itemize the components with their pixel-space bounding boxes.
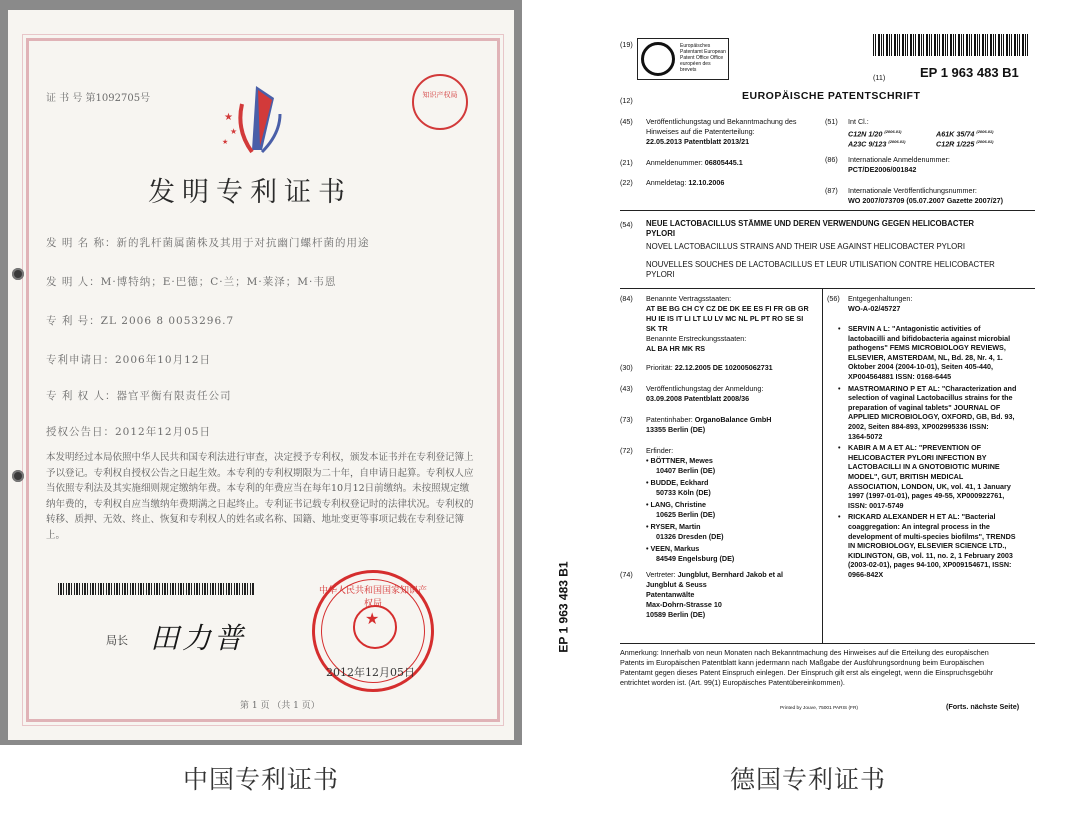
title-french: NOUVELLES SOUCHES DE LACTOBACILLUS ET LEUR UTILISATION CONTRE HELICOBACTER (646, 260, 995, 269)
divider (620, 643, 1035, 644)
field-code-74: (74) (620, 570, 633, 579)
field-code-21: (21) (620, 158, 633, 167)
bullet-icon: • (838, 443, 841, 453)
citation-line: pathogens" FEMS MICROBIOLOGY REVIEWS, (848, 343, 1006, 353)
svg-text:★: ★ (222, 139, 229, 146)
patent-office-emblem-icon (222, 80, 294, 158)
ipc-class: C12N 1/20 (848, 129, 883, 139)
citation-line: RICKARD ALEXANDER H ET AL: "Bacterial (848, 512, 996, 522)
chinese-certificate-scan (0, 0, 522, 745)
inventor-name (646, 478, 708, 488)
patentee-row: 专 利 权 人：器官平衡有限责任公司 (46, 390, 232, 402)
field-code-43: (43) (620, 384, 633, 393)
certificate-paper (8, 10, 514, 740)
note-line: Patentamt gegen dieses Patent Einspruch einlegen. Der Einspruch gilt erst als eingelegt, wenn die Einspruchsgebühr (620, 668, 994, 677)
bullet-icon: • (646, 500, 651, 509)
star-icon: ★ (365, 611, 380, 628)
publication-date-value: 03.09.2008 Patentblatt 2008/36 (646, 394, 750, 403)
inventor-name-text: BÖTTNER, Mewes (650, 456, 713, 465)
application-number-label: Anmeldenummer: (646, 158, 703, 167)
title-german-2: PYLORI (646, 229, 676, 238)
caption-german-certificate: 德国专利证书 (730, 765, 887, 794)
representative-label: Vertreter: (646, 570, 676, 579)
field-code-45: (45) (620, 117, 633, 126)
ipc-class: C12R 1/225 (936, 139, 975, 149)
divider (620, 210, 1035, 211)
certificate-title: 发明专利证书 (148, 177, 352, 208)
inventor-address: 50733 Köln (DE) (656, 488, 711, 497)
epo-logo-icon (641, 42, 675, 76)
certificate-number: 证 书 号 第1092705号 (46, 93, 151, 104)
director-signature: 田力普 (150, 621, 247, 655)
representative-firm: Patentanwälte (646, 590, 695, 599)
priority-label: Priorität: (646, 363, 673, 372)
inventor-address: 10407 Berlin (DE) (656, 466, 716, 475)
ipc-label: Int Cl.: (848, 117, 869, 126)
representative-name: Jungblut, Bernhard Jakob et al (677, 570, 783, 579)
bullet-icon: • (838, 324, 841, 333)
barcode-icon (58, 583, 254, 595)
ipc-version: (2006.01) (976, 129, 994, 134)
extension-states: AL BA HR MK RS (646, 344, 706, 353)
citation-line: 2002, Seiten 884-893, XP002995336 ISSN: (848, 422, 989, 431)
small-red-seal (412, 74, 468, 130)
inventor-address: 84549 Engelsburg (DE) (656, 554, 735, 563)
citation-line: lactobacilli and bifidobacteria against microbial (848, 333, 1011, 343)
representative-street: Max-Dohrn-Strasse 10 (646, 600, 722, 609)
page-indicator: 第 1 页 （共 1 页） (240, 701, 320, 711)
citation-line: Oktober 2004 (2004-10-01), Seiten 405-440, (848, 362, 994, 372)
citation-line: APPLIED MICROBIOLOGY, OXFORD, GB, Bd. 93, (848, 412, 1015, 422)
citation-line: MASTROMARINO P ET AL: "Characterization and (848, 383, 1017, 393)
citation-line: ASSOCIATION, LONDON, UK, vol. 41, 1 January (848, 481, 1011, 491)
citation-line: 1997 (1997-01-01), pages 49-55, XP000922761, (848, 491, 1005, 501)
designated-states: HU IE IS IT LI LT LU LV MC NL PL PT RO SE SI (646, 314, 804, 323)
inventor-name (646, 544, 699, 554)
column-divider (822, 288, 823, 643)
title-german: NEUE LACTOBACILLUS STÄMME UND DEREN VERWENDUNG GEGEN HELICOBACTER (646, 219, 975, 228)
small-seal-text: 知识产权局 (422, 91, 458, 99)
citation-line: HELICOBACTER PYLORI INFECTION BY (848, 452, 987, 462)
field-code-87: (87) (825, 186, 838, 195)
certificate-body-text: 本发明经过本局依照中华人民共和国专利法进行审查，决定授予专利权，颁发本证书并在专利登记簿上予以登记。专利权自授权公告之日起生效。本专利的专利权期限为二十年，自申请日起算。专利权人应当依照专利法及其实施细则规定缴纳年费。本专利的年费应当在每年10月12日前缴纳。未按照规定缴纳年费的，专利权自应当缴纳年费期满之日起终止。专利证书记载专利权登记时的法律状况。专利权的转移、质押、无效、终止、恢复和专利权人的姓名或名称、国籍、地址变更等事项记载在专利登记簿上。 (46, 452, 474, 541)
seal-text: 中华人民共和国国家知识产权局 (318, 586, 427, 609)
inventors-label: Erfinder: (646, 446, 674, 455)
intl-publication-label: Internationale Veröffentlichungsnummer: (848, 186, 977, 195)
binder-hole-icon (12, 470, 24, 482)
svg-text:★: ★ (230, 127, 238, 136)
bullet-icon: • (838, 512, 841, 522)
field-code-54: (54) (620, 220, 633, 229)
inventor-address: 01326 Dresden (DE) (656, 532, 724, 541)
representative-city: 10589 Berlin (DE) (646, 610, 706, 619)
designated-states-label: Benannte Vertragsstaaten: (646, 294, 732, 303)
citation-line: IN MICROBIOLOGY, ELSEVIER SCIENCE LTD., (848, 541, 1007, 551)
proprietor-name: OrganoBalance GmbH (694, 415, 772, 424)
field-code-30: (30) (620, 363, 633, 372)
proprietor-label: Patentinhaber: (646, 415, 693, 424)
proprietor-address: 13355 Berlin (DE) (646, 425, 706, 434)
intl-application-value: PCT/DE2006/001842 (848, 165, 917, 174)
divider (620, 288, 1035, 289)
citation-line: (2003-02-01), pages 94-100, XP009154671, ISSN: (848, 560, 1012, 570)
grant-date-label: Veröffentlichungstag und Bekanntmachung des (646, 117, 797, 126)
ipc-version: (2006.01) (884, 129, 902, 134)
inventor-name-text: BUDDE, Eckhard (650, 478, 709, 487)
caption-chinese-certificate: 中国专利证书 (183, 765, 340, 794)
grant-date-row: 授权公告日：2012年12月05日 (46, 426, 211, 438)
intl-publication-value: WO 2007/073709 (05.07.2007 Gazette 2007/27) (848, 196, 1004, 205)
inventor-name-text: RYSER, Martin (650, 522, 701, 531)
ipc-version: (2006.01) (976, 139, 994, 144)
designated-states: AT BE BG CH CY CZ DE DK EE ES FI FR GB GR (646, 304, 809, 313)
designated-states: SK TR (646, 324, 668, 333)
filing-date-label: Anmeldetag: (646, 178, 687, 187)
title-french-2: PYLORI (646, 270, 675, 279)
citation-first: WO-A-02/45727 (848, 304, 901, 313)
citations-label: Entgegenhaltungen: (848, 294, 913, 303)
european-patent-document (556, 30, 1040, 720)
field-code-84: (84) (620, 294, 633, 303)
svg-text:★: ★ (224, 112, 233, 123)
citation-line: SERVIN A L: "Antagonistic activities of (848, 324, 981, 333)
document-title: EUROPÄISCHE PATENTSCHRIFT (742, 90, 921, 102)
ipc-version: (2006.01) (888, 139, 906, 144)
printer-note: Printed by Jouve, 75001 PARIS (FR) (780, 706, 859, 711)
grant-date-label-2: Hinweises auf die Patenterteilung: (646, 127, 755, 136)
barcode-icon (873, 34, 1028, 56)
field-code-56: (56) (827, 294, 840, 303)
inventor-address: 10625 Berlin (DE) (656, 510, 716, 519)
citation-line: MODEL", GUT, BRITISH MEDICAL (848, 472, 964, 481)
citation-line: 1364-5072 (848, 431, 883, 441)
inventor-name (646, 500, 706, 510)
citation-line: preparation of vaginal tablets" JOURNAL OF (848, 402, 1001, 412)
inventor-name (646, 522, 701, 532)
citation-line: ISSN: 0017-5749 (848, 500, 904, 510)
citation-line: KABIR A M A ET AL: "PREVENTION OF (848, 443, 982, 453)
field-code-51: (51) (825, 117, 838, 126)
priority-value: 22.12.2005 DE 102005062731 (674, 363, 773, 372)
epo-logo-text: Europäisches Patentamt European Patent Office Office européen des brevets (680, 43, 726, 73)
bullet-icon: • (646, 544, 651, 553)
side-publication-number: EP 1 963 483 B1 (556, 561, 571, 653)
epo-logo (637, 38, 729, 80)
filing-date-value: 12.10.2006 (688, 178, 725, 187)
ipc-class: A23C 9/123 (848, 139, 887, 149)
citation-line: KIDLINGTON, GB, vol. 11, no. 2, 1 February 2003 (848, 550, 1013, 560)
citation-line: XP004564881 ISSN: 0168-6445 (848, 372, 952, 381)
field-code-19: (19) (620, 40, 633, 49)
field-code-11: (11) (873, 73, 886, 82)
continued-note: (Forts. nächste Seite) (946, 702, 1020, 711)
citation-line: coaggregation: An integral process in the (848, 522, 990, 531)
filing-date-row: 专利申请日：2006年10月12日 (46, 354, 211, 366)
citation-line: LACTOBACILLI IN A GNOTOBIOTIC MURINE (848, 462, 1000, 472)
field-code-12: (12) (620, 96, 633, 105)
seal-date: 2012年12月05日 (326, 666, 415, 679)
note-line: entrichtet worden ist. (Art. 99(1) Europäisches Patentübereinkommen). (620, 678, 845, 687)
citation-line: selection of vaginal Lactobacillus strains for the (848, 393, 1013, 403)
inventor-name-text: LANG, Christine (650, 500, 707, 509)
field-code-73: (73) (620, 415, 633, 424)
citation-line: 0966-842X (848, 570, 884, 579)
note-line: Patents im Europäischen Patentblatt kann jedermann nach Maßgabe der Ausführungsordnung beim Europäischen (620, 658, 984, 667)
bullet-icon: • (838, 383, 841, 393)
citation-line: ELSEVIER, AMSTERDAM, NL, Bd. 28, Nr. 4, 1. (848, 352, 1003, 362)
binder-hole-icon (12, 268, 24, 280)
field-code-72: (72) (620, 446, 633, 455)
grant-date-value: 22.05.2013 Patentblatt 2013/21 (646, 137, 750, 146)
bullet-icon: • (646, 478, 651, 487)
title-english: NOVEL LACTOBACILLUS STRAINS AND THEIR USE AGAINST HELICOBACTER PYLORI (646, 242, 966, 251)
invention-name-row: 发 明 名 称：新的乳杆菌属菌株及其用于对抗幽门螺杆菌的用途 (46, 237, 370, 249)
field-code-86: (86) (825, 155, 838, 164)
patent-number-row: 专 利 号：ZL 2006 8 0053296.7 (46, 315, 235, 327)
publication-date-label: Veröffentlichungstag der Anmeldung: (646, 384, 764, 393)
extension-states-label: Benannte Erstreckungsstaaten: (646, 334, 747, 343)
director-label: 局长 (106, 634, 128, 647)
inventor-name-text: VEEN, Markus (650, 544, 700, 553)
citation-line: development of multi-species biofilms", TRENDS (848, 531, 1016, 541)
publication-number: EP 1 963 483 B1 (920, 65, 1019, 80)
representative-firm: Jungblut & Seuss (646, 580, 707, 589)
intl-application-label: Internationale Anmeldenummer: (848, 155, 950, 164)
bullet-icon: • (646, 522, 651, 531)
inventor-name (646, 456, 713, 466)
ipc-class: A61K 35/74 (936, 129, 975, 139)
inventor-row: 发 明 人：M·博特纳；E·巴德；C·兰；M·莱泽；M·韦恩 (46, 276, 337, 288)
application-number-value: 06805445.1 (704, 158, 743, 167)
bullet-icon: • (646, 456, 651, 465)
note-line: Anmerkung: Innerhalb von neun Monaten nach Bekanntmachung des Hinweises auf die Erteilung des europäischen (620, 648, 989, 657)
field-code-22: (22) (620, 178, 633, 187)
